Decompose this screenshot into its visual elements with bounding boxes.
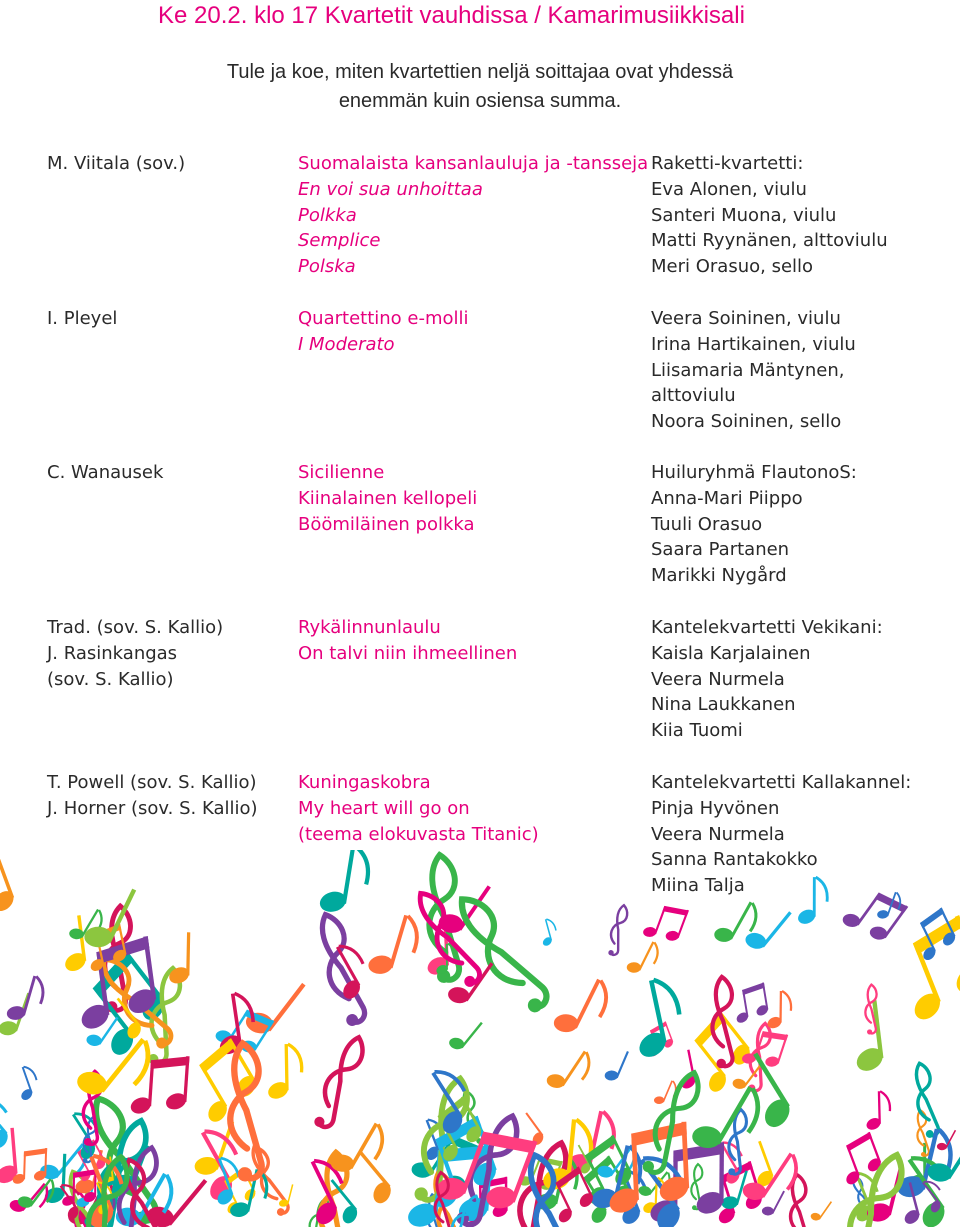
composer-name: Trad. (sov. S. Kallio) — [47, 617, 224, 638]
music-note-icon — [709, 976, 738, 1068]
music-note-icon — [623, 935, 662, 981]
work-title: Semplice — [298, 230, 381, 252]
performer-name: Eva Alonen, viulu — [651, 178, 807, 200]
work-title: Polkka — [298, 204, 357, 226]
works-column — [298, 306, 469, 358]
music-note-icon — [316, 850, 372, 920]
music-note-icon — [730, 982, 771, 1025]
music-notes-decoration — [0, 850, 960, 1227]
composer-name: T. Powell (sov. S. Kallio) — [47, 772, 257, 793]
performers-column — [651, 460, 857, 589]
performer-name: Anna-Mari Piippo — [651, 487, 803, 509]
composer-column — [47, 615, 223, 692]
performer-name: Nina Laukkanen — [651, 694, 796, 716]
work-title: Kuningaskobra — [298, 772, 431, 793]
composer-column — [47, 770, 258, 822]
music-note-icon — [548, 969, 615, 1047]
music-note-icon — [885, 914, 960, 1026]
work-title: Polska — [298, 256, 356, 278]
music-note-icon — [310, 911, 373, 1027]
music-note-icon — [640, 1067, 704, 1178]
work-title: Quartettino e-molli — [298, 308, 469, 329]
work-title: On talvi niin ihmeellinen — [298, 642, 518, 664]
works-column — [298, 770, 539, 847]
intro-line-2: enemmän kuin osiensa summa. — [338, 90, 622, 112]
music-note-icon — [623, 976, 687, 1062]
composer-name: C. Wanausek — [47, 462, 164, 483]
intro-line-1: Tule ja koe, miten kvartettien neljä soittajaa ovat yhdessä — [226, 61, 734, 83]
performers-column — [651, 151, 888, 280]
music-note-icon — [808, 1196, 833, 1224]
performer-name: Irina Hartikainen, viulu — [651, 333, 856, 355]
composer-column — [47, 151, 185, 177]
music-note-icon — [542, 1041, 596, 1100]
music-note-icon — [786, 1174, 813, 1227]
performer-name: Kantelekvartetti Kallakannel: — [651, 772, 912, 793]
performer-name: Saara Partanen — [651, 539, 790, 561]
composer-name: J. Rasinkangas — [47, 642, 178, 664]
music-note-icon — [0, 1092, 23, 1153]
performers-column — [651, 615, 883, 744]
composer-name: (sov. S. Kallio) — [47, 668, 174, 690]
music-note-icon — [128, 1052, 191, 1119]
work-title: Kiinalainen kellopeli — [298, 487, 478, 509]
performer-name: Matti Ryynänen, alttoviulu — [651, 230, 888, 252]
performer-name: Veera Nurmela — [651, 823, 785, 845]
music-note-icon — [602, 1046, 630, 1085]
music-note-icon — [364, 908, 424, 984]
performer-name: Veera Soininen, viulu — [651, 308, 841, 329]
composer-column — [47, 460, 163, 486]
music-note-icon — [312, 1032, 368, 1132]
composer-name: M. Viitala (sov.) — [47, 153, 186, 174]
performer-name: Kiia Tuomi — [651, 720, 743, 742]
music-note-icon — [0, 852, 20, 916]
music-note-icon — [607, 904, 629, 957]
performer-name: Huiluryhmä FlautonoS: — [651, 462, 857, 483]
performer-name: Liisamaria Mäntynen, — [651, 359, 845, 381]
works-column — [298, 460, 477, 537]
works-column — [298, 615, 517, 667]
music-note-icon — [57, 915, 89, 975]
performer-name: Marikki Nygård — [651, 565, 787, 587]
performer-name: Raketti-kvartetti: — [651, 153, 804, 174]
performers-column — [651, 306, 856, 435]
music-note-icon — [864, 1091, 890, 1132]
work-title: Rykälinnunlaulu — [298, 617, 441, 638]
performer-name: Pinja Hyvönen — [651, 797, 780, 819]
composer-name: I. Pleyel — [47, 308, 118, 329]
work-title: (teema elokuvasta Titanic) — [298, 823, 539, 845]
music-note-icon — [796, 877, 827, 926]
performer-name: Santeri Muona, viulu — [651, 204, 837, 226]
composer-column — [47, 306, 117, 332]
music-note-icon — [536, 917, 559, 947]
music-note-icon — [838, 879, 909, 951]
music-note-icon — [832, 1148, 909, 1227]
music-note-icon — [11, 1064, 42, 1103]
work-title: My heart will go on — [298, 797, 470, 819]
music-note-icon — [167, 932, 192, 986]
performer-name: Tuuli Orasuo — [651, 513, 763, 535]
work-title: Suomalaista kansanlauluja ja -tansseja — [298, 153, 649, 174]
performer-name: Meri Orasuo, sello — [651, 256, 814, 278]
music-note-icon — [909, 1062, 944, 1139]
performer-name: Sanna Rantakokko — [651, 849, 818, 871]
music-note-icon — [847, 1000, 887, 1076]
music-note-icon — [445, 1013, 484, 1055]
music-note-icon — [766, 991, 791, 1030]
performer-name: Kaisla Karjalainen — [651, 642, 811, 664]
work-title: En voi sua unhoittaa — [298, 178, 483, 200]
performer-name: alttoviulu — [651, 385, 736, 407]
performer-name: Kantelekvartetti Vekikani: — [651, 617, 883, 638]
composer-name: J. Horner (sov. S. Kallio) — [47, 797, 258, 819]
works-column — [298, 151, 648, 280]
performer-name: Veera Nurmela — [651, 668, 785, 690]
performer-name: Noora Soininen, sello — [651, 411, 842, 433]
work-title: Böömiläinen polkka — [298, 513, 475, 535]
page-title: Ke 20.2. klo 17 Kvartetit vauhdissa / Kamarimusiikkisali — [158, 2, 745, 29]
music-note-icon — [640, 898, 690, 949]
performer-name: Miina Talja — [651, 875, 745, 897]
work-title: Sicilienne — [298, 462, 385, 483]
music-note-icon — [265, 1044, 302, 1101]
work-title: I Moderato — [298, 333, 395, 355]
